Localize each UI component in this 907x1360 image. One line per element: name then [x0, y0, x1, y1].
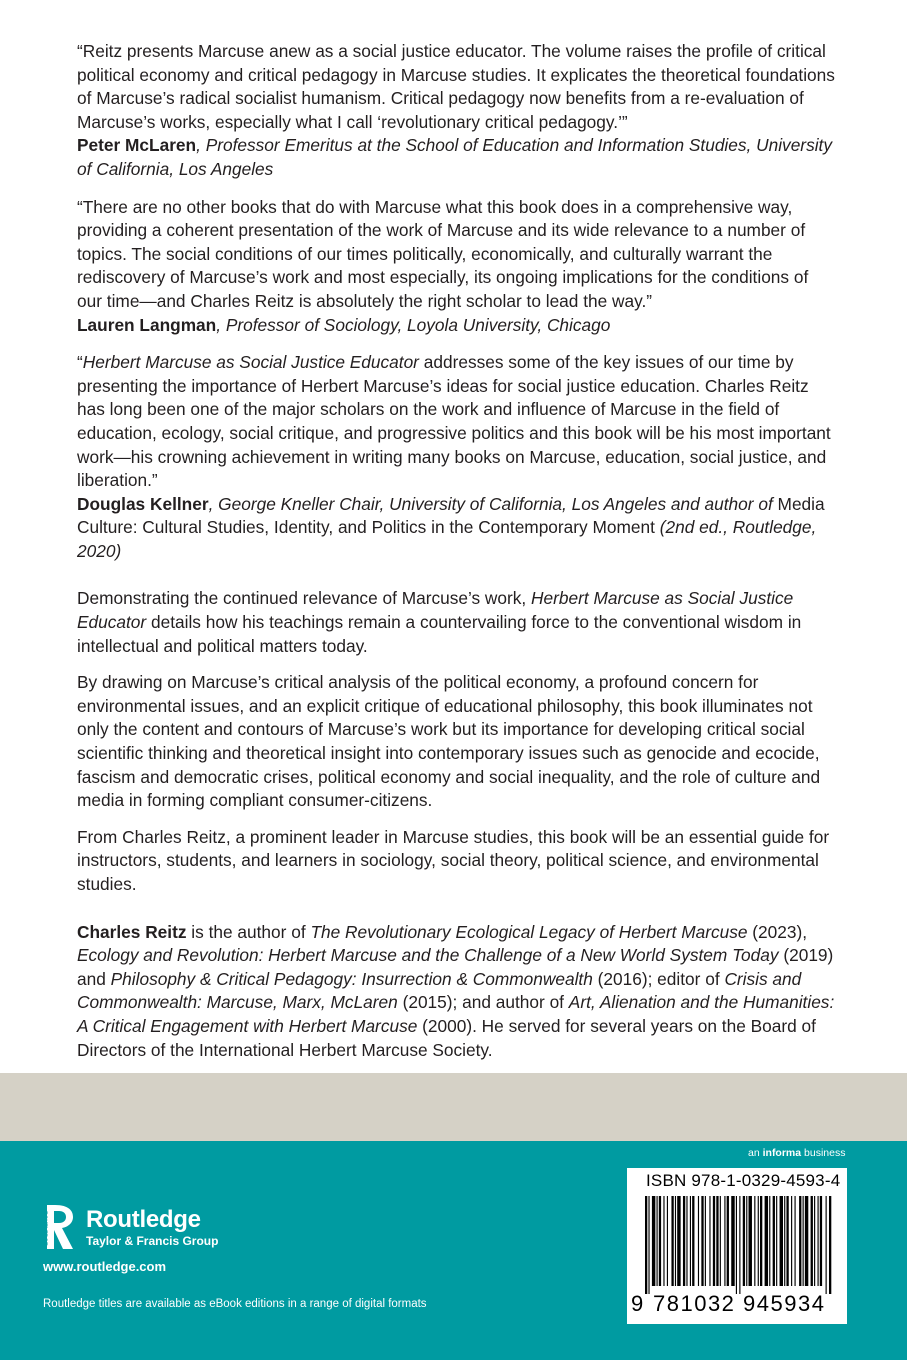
description-paragraph-1 — [77, 587, 837, 658]
barcode-bar — [776, 1196, 777, 1286]
beige-band — [0, 1073, 907, 1141]
isbn-barcode-box — [627, 1168, 847, 1324]
description-text: Demonstrating the continued relevance of Marcuse’s work, — [77, 588, 532, 609]
barcode-bar — [814, 1196, 815, 1286]
barcode-bar — [727, 1196, 729, 1286]
informa-suffix: business — [801, 1147, 846, 1159]
barcode-bar — [811, 1196, 813, 1286]
barcode-bar — [805, 1196, 808, 1286]
barcode — [643, 1196, 833, 1294]
barcode-digits: 781032 945934 — [653, 1291, 826, 1316]
barcode-bar — [791, 1196, 792, 1286]
bio-text: (2016); editor of — [592, 968, 725, 989]
book-title: Herbert Marcuse as Social Justice Educator — [77, 588, 794, 633]
quote-affiliation-edition: (2nd ed., Routledge, 2020) — [77, 517, 817, 561]
bio-text: is the author of — [186, 921, 311, 942]
back-cover-text — [77, 40, 837, 1062]
informa-business — [748, 1147, 845, 1159]
barcode-bar — [820, 1196, 822, 1286]
barcode-bar — [713, 1196, 715, 1286]
bio-text: (2019) and — [77, 945, 834, 989]
barcode-lead-digit: 9 — [631, 1291, 644, 1316]
informa-brand: informa — [762, 1147, 802, 1159]
barcode-bar — [829, 1196, 831, 1294]
barcode-bar — [784, 1196, 785, 1286]
barcode-bar — [667, 1196, 668, 1286]
barcode-bar — [739, 1196, 740, 1294]
routledge-r-icon — [43, 1203, 79, 1255]
quote-author: Peter McLaren — [77, 135, 197, 156]
barcode-bar — [760, 1196, 762, 1286]
bio-book-title: Art, Alienation and the Humanities: A Critical Engagement with Herbert Marcuse — [77, 992, 835, 1036]
barcode-bar — [803, 1196, 804, 1286]
barcode-bar — [786, 1196, 788, 1286]
barcode-bar — [746, 1196, 747, 1286]
bio-text: (2000). He served for several years on the Board of Directors of the International Herbert Marcuse Society. — [77, 1015, 816, 1060]
barcode-bar — [749, 1196, 752, 1286]
logo-vertical-text: ROUTLEDGE — [41, 1211, 48, 1246]
isbn-label: ISBN 978-1-0329-4593-4 — [646, 1171, 841, 1190]
barcode-bar — [754, 1196, 755, 1286]
barcode-bar — [709, 1196, 710, 1286]
barcode-bar — [686, 1196, 687, 1286]
barcode-bar — [690, 1196, 691, 1286]
barcode-bar — [659, 1196, 661, 1286]
barcode-bar — [692, 1196, 694, 1286]
ebook-note: Routledge titles are available as eBook editions in a range of digital formats — [43, 1298, 427, 1310]
barcode-bar — [780, 1196, 783, 1286]
author-bio — [77, 921, 837, 1063]
barcode-bar — [663, 1196, 664, 1286]
quote-text: addresses some of the key issues of our time by presenting the importance of Herbert Marcuse’s ideas for social justice education. Charles Reitz has long been one of the major scholars on the work and influence of Marcuse in the field of education, ecology, social critique, and progressive politics and this book will be his most important work—his crowning achievement in writing many books on Marcuse, education, social justice, and liberation.” — [77, 352, 831, 491]
barcode-bar — [683, 1196, 685, 1286]
bio-book-title: Crisis and Commonwealth: Marcuse, Marx, McLaren — [77, 968, 802, 1013]
quote-text: “Reitz presents Marcuse anew as a social justice educator. The volume raises the profile of critical political economy and critical pedagogy in Marcuse studies. It explicates the theoretical foundations of Marcuse’s radical socialist humanism. Critical pedagogy now benefits from a re-evaluation of Marcuse’s works, especially what I call ‘revolutionary critical pedagogy.’” — [77, 41, 835, 132]
barcode-bar — [657, 1196, 658, 1286]
publisher-name: Routledge — [86, 1206, 201, 1233]
quote-mclaren — [77, 40, 837, 182]
barcode-bar — [731, 1196, 734, 1286]
barcode-bar — [671, 1196, 673, 1286]
barcode-bar — [758, 1196, 759, 1286]
quote-affiliation-book: Media Culture: Cultural Studies, Identity, and Politics in the Contemporary Moment — [77, 493, 825, 538]
barcode-bar — [736, 1196, 737, 1294]
description-paragraph-3: From Charles Reitz, a prominent leader in Marcuse studies, this book will be an essential guide for instructors, students, and learners in sociology, social theory, political science, and environmental studies. — [77, 826, 830, 894]
quote-affiliation: , Professor of Sociology, Loyola University, Chicago — [216, 314, 611, 335]
publisher-panel — [0, 1141, 907, 1360]
barcode-bar — [724, 1196, 725, 1286]
barcode-bar — [795, 1196, 796, 1286]
quote-author: Douglas Kellner — [77, 493, 209, 514]
barcode-bar — [705, 1196, 706, 1286]
quote-text: “There are no other books that do with Marcuse what this book does in a comprehensive way, providing a coherent presentation of the work of Marcuse and its wide relevance to a number of topics. The social conditions of our times politically, economically, and culturally warrant the rediscovery of Marcuse’s work and most especially, its ongoing implications for the conditions of our time—and Charles Reitz is absolutely the right scholar to lead the way.” — [77, 196, 809, 311]
bio-book-title: The Revolutionary Ecological Legacy of Herbert Marcuse — [310, 921, 748, 942]
quote-kellner — [77, 351, 837, 563]
bio-text: (2023), — [747, 921, 808, 942]
author-name: Charles Reitz — [77, 921, 187, 942]
barcode-bar — [826, 1196, 827, 1294]
quote-author: Lauren Langman — [77, 314, 217, 335]
barcode-bar — [701, 1196, 703, 1286]
barcode-bar — [675, 1196, 676, 1286]
barcode-bar — [698, 1196, 699, 1286]
quote-langman — [77, 196, 837, 338]
barcode-bar — [652, 1196, 655, 1286]
barcode-bar — [720, 1196, 721, 1286]
publisher-website[interactable]: www.routledge.com — [43, 1259, 167, 1274]
barcode-bar — [818, 1196, 819, 1286]
quote-affiliation: , Professor Emeritus at the School of Education and Information Studies, University of California, Los Angeles — [77, 135, 832, 179]
bio-book-title: Philosophy & Critical Pedagogy: Insurrection & Commonwealth — [110, 968, 593, 989]
description-text: details how his teachings remain a countervailing force to the conventional wisdom in intellectual and political matters today. — [77, 612, 802, 656]
barcode-bar — [799, 1196, 801, 1286]
barcode-bar — [648, 1196, 649, 1294]
barcode-bar — [677, 1196, 680, 1286]
quote-book-title: Herbert Marcuse as Social Justice Educator — [82, 352, 419, 373]
barcode-bar — [765, 1196, 768, 1286]
barcode-bar — [743, 1196, 745, 1286]
barcode-bar — [645, 1196, 647, 1294]
informa-prefix: an — [748, 1147, 763, 1159]
bio-book-title: Ecology and Revolution: Herbert Marcuse and the Challenge of a New World System Today — [77, 945, 779, 966]
barcode-bar — [769, 1196, 770, 1286]
quote-affiliation: , George Kneller Chair, University of California, Los Angeles and author of — [208, 493, 773, 514]
bio-text: (2015); and author of — [397, 992, 569, 1013]
publisher-group: Taylor & Francis Group — [86, 1234, 219, 1248]
routledge-logo — [43, 1203, 273, 1258]
description-paragraph-2: By drawing on Marcuse’s critical analysis of the political economy, a profound concern for environmental issues, and an explicit critique of educational philosophy, this book illuminates not only the content and contours of Marcuse’s work but its importance for developing critical social scientific thinking and theoretical insight into contemporary issues such as genocide and ecocide, fascism and democratic crises, political economy and social inequality, and the role of culture and media in forming compliant consumer-citizens. — [77, 672, 821, 811]
quote-open: “ — [77, 352, 83, 373]
barcode-bar — [773, 1196, 775, 1286]
barcode-bar — [716, 1196, 718, 1286]
